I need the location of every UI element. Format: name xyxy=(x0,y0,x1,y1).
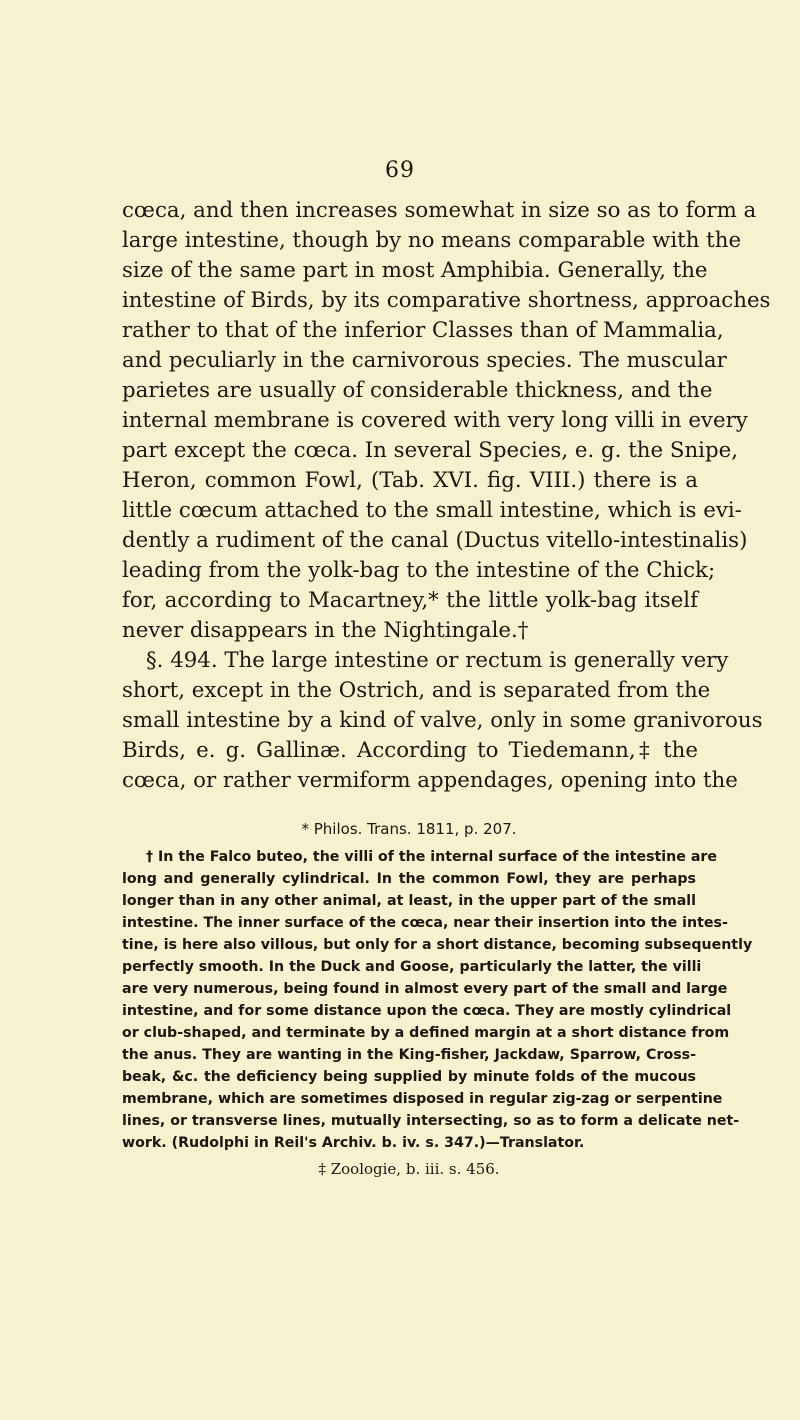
body-line: intestine of Birds, by its comparative shortness, approaches xyxy=(122,288,771,313)
body-line: cœca, and then increases somewhat in size so as to form a xyxy=(122,198,757,223)
body-line: short, except in the Ostrich, and is separated from the xyxy=(122,678,711,703)
body-line: Heron, common Fowl, (Tab. XVI. fig. VIII.) there is a xyxy=(122,468,698,493)
body-line: cœca, or rather vermiform appendages, opening into the xyxy=(122,768,738,793)
footnote-dagger-line: are very numerous, being found in almost every part of the small and large xyxy=(122,981,728,997)
page-number: 69 xyxy=(385,158,415,183)
body-line: for, according to Macartney,* the little yolk-bag itself xyxy=(122,588,698,613)
body-line: parietes are usually of considerable thickness, and the xyxy=(122,378,713,403)
footnote-dagger-line: perfectly smooth. In the Duck and Goose, particularly the latter, the villi xyxy=(122,959,702,975)
body-line: never disappears in the Nightingale.† xyxy=(122,618,529,643)
footnote-dagger-line: work. (Rudolphi in Reil's Archiv. b. iv. s. 347.)—Translator. xyxy=(122,1135,585,1151)
footnote-dagger-line: the anus. They are wanting in the King-fisher, Jackdaw, Sparrow, Cross- xyxy=(122,1047,696,1063)
body-line: part except the cœca. In several Species, e. g. the Snipe, xyxy=(122,438,738,463)
body-line-section-start: §. 494. The large intestine or rectum is generally very xyxy=(146,648,729,673)
body-line: rather to that of the inferior Classes than of Mammalia, xyxy=(122,318,724,343)
footnote-dagger-line: tine, is here also villous, but only for a short distance, becoming subsequently xyxy=(122,937,753,953)
footnote-dagger-line: long and generally cylindrical. In the common Fowl, they are perhaps xyxy=(122,871,696,887)
footnote-dagger-line: longer than in any other animal, at least, in the upper part of the small xyxy=(122,893,696,909)
footnote-dagger-line: intestine. The inner surface of the cœca, near their insertion into the intes- xyxy=(122,915,728,931)
footnote-star: * Philos. Trans. 1811, p. 207. xyxy=(301,820,517,838)
footnote-dagger-line: beak, &c. the deficiency being supplied by minute folds of the mucous xyxy=(122,1069,696,1085)
body-line: dently a rudiment of the canal (Ductus vitello-intestinalis) xyxy=(122,528,748,553)
footnote-dagger-line: intestine, and for some distance upon the cœca. They are mostly cylindrical xyxy=(122,1003,732,1019)
footnote-dagger-line: lines, or transverse lines, mutually intersecting, so as to form a delicate net- xyxy=(122,1113,740,1129)
body-line: internal membrane is covered with very long villi in every xyxy=(122,408,748,433)
footnote-dagger-line: membrane, which are sometimes disposed in regular zig-zag or serpentine xyxy=(122,1091,723,1107)
body-line: little cœcum attached to the small intestine, which is evi- xyxy=(122,498,742,523)
body-line: small intestine by a kind of valve, only in some granivorous xyxy=(122,708,763,733)
footnote-double-dagger: ‡ Zoologie, b. iii. s. 456. xyxy=(318,1160,500,1178)
body-line: large intestine, though by no means comparable with the xyxy=(122,228,742,253)
body-line: and peculiarly in the carnivorous species. The muscular xyxy=(122,348,727,373)
body-line: leading from the yolk-bag to the intestine of the Chick; xyxy=(122,558,716,583)
body-line: Birds, e. g. Gallinæ. According to Tiedemann,‡ the xyxy=(122,738,698,763)
footnote-dagger-line: or club-shaped, and terminate by a defined margin at a short distance from xyxy=(122,1025,730,1041)
footnote-dagger-line: † In the Falco buteo, the villi of the internal surface of the intestine are xyxy=(146,849,718,865)
body-line: size of the same part in most Amphibia. Generally, the xyxy=(122,258,708,283)
